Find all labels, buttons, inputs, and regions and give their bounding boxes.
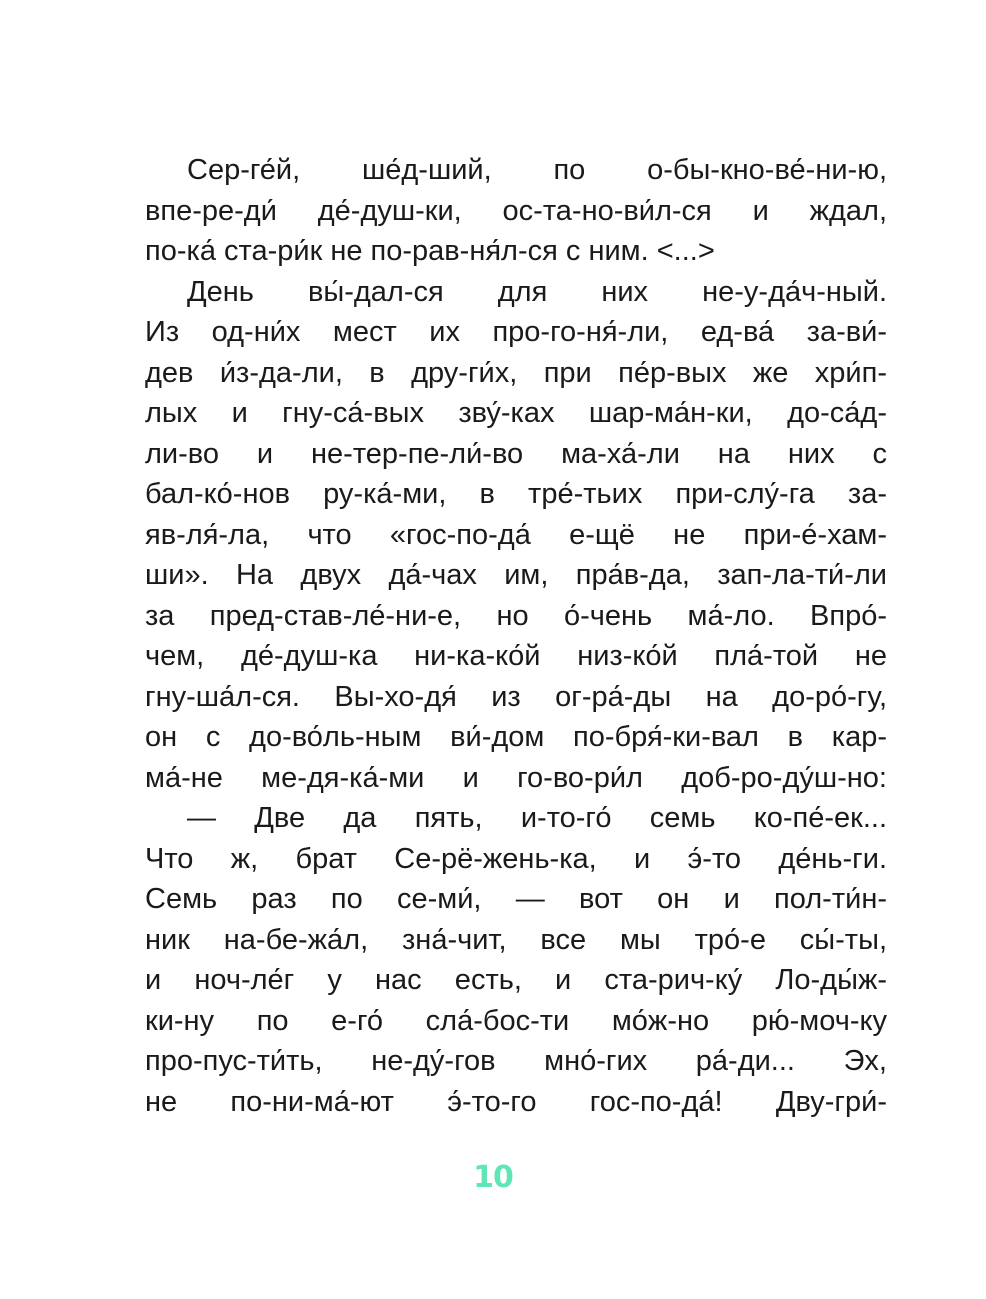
text-line: по-ка́ ста-ри́к не по-рав-ня́л-ся с ним. <...> xyxy=(145,235,715,267)
text-line: он с до-во́ль-ным ви́-дом по-бря́-ки-вал в кар- xyxy=(145,721,887,753)
text-line: чем, де́-душ-ка ни-ка-ко́й низ-ко́й пла́-той не xyxy=(145,640,887,672)
text-line: Сер-ге́й, ше́д-ший, по о-бы-кно-ве́-ни-ю, xyxy=(187,154,887,186)
text-line: — Две да пять, и-то-го́ семь ко-пе́-ек... xyxy=(187,802,887,834)
text-line: лых и гну-са́-вых зву́-ках шар-ма́н-ки, до-са́д- xyxy=(145,397,887,429)
text-line: ши». На двух да́-чах им, пра́в-да, зап-ла-ти́-ли xyxy=(145,559,887,591)
text-line: Семь раз по се-ми́, — вот он и пол-ти́н- xyxy=(145,883,887,915)
text-line: День вы́-дал-ся для них не-у-да́ч-ный. xyxy=(187,275,887,308)
text-line: бал-ко́-нов ру-ка́-ми, в тре́-тьих при-слу́-га за- xyxy=(145,478,887,510)
text-line: гну-ша́л-ся. Вы-хо-дя́ из ог-ра́-ды на до-ро́-гу, xyxy=(145,680,887,713)
text-line: ма́-не ме-дя-ка́-ми и го-во-ри́л доб-ро-ду́ш-но: xyxy=(145,761,887,794)
page-text xyxy=(145,150,887,1122)
text-line: и ноч-ле́г у нас есть, и ста-рич-ку́ Ло-ды́ж- xyxy=(145,964,887,996)
text-line: Что ж, брат Се-рё-жень-ка, и э́-то де́нь-ги. xyxy=(145,842,887,875)
text-line: про-пус-ти́ть, не-ду́-гов мно́-гих ра́-ди... Эх, xyxy=(145,1045,887,1077)
text-line: впе-ре-ди́ де́-душ-ки, ос-та-но-ви́л-ся и ждал, xyxy=(145,194,887,227)
text-line: яв-ля́-ла, что «гос-по-да́ е-щё не при-е́-хам- xyxy=(145,518,887,551)
text-line: ник на-бе-жа́л, зна́-чит, все мы тро́-е сы́-ты, xyxy=(145,923,887,956)
text-line: Из од-ни́х мест их про-го-ня́-ли, ед-ва́ за-ви́- xyxy=(145,316,887,348)
page-number: 10 xyxy=(473,1160,513,1195)
text-line: дев и́з-да-ли, в дру-ги́х, при пе́р-вых же хри́п- xyxy=(145,356,887,389)
text-line: не по-ни-ма́-ют э́-то-го гос-по-да́! Дву-гри́- xyxy=(145,1085,887,1118)
text-line: ки-ну по е-го́ сла́-бос-ти мо́ж-но рю́-моч-ку xyxy=(145,1004,887,1037)
text-line: за пред-став-ле́-ни-е, но о́-чень ма́-ло. Впро́- xyxy=(145,599,887,632)
text-line: ли-во и не-тер-пе-ли́-во ма-ха́-ли на них с xyxy=(145,437,887,470)
